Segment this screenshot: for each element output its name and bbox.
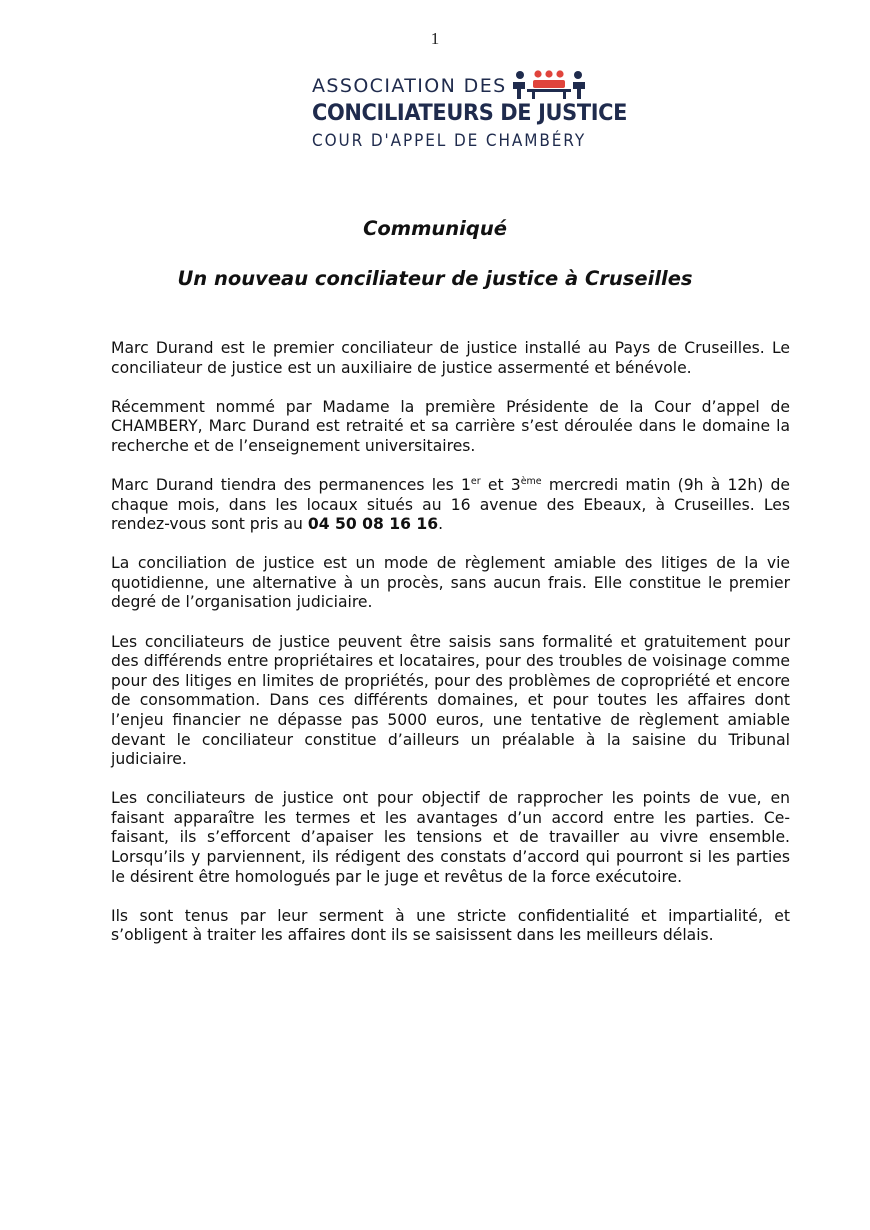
schedule-text-3: mercredi matin (9h à 12h) de chaque mois, dans les locaux situés au 16 avenue des Ebeaux, à Cruseilles. Les rendez-vous sont pris au — [111, 475, 790, 534]
phone-number: 04 50 08 16 16 — [307, 515, 439, 534]
press-release-body — [111, 339, 790, 965]
people-around-table-icon — [510, 70, 588, 100]
logo-line-conciliateurs: CONCILIATEURS DE JUSTICE — [312, 100, 628, 126]
heading-title: Un nouveau conciliateur de justice à Cruseilles — [177, 267, 693, 290]
logo-line-association: ASSOCIATION DES — [312, 75, 507, 97]
schedule-text-2: et 3 — [480, 475, 521, 494]
paragraph-definition: La conciliation de justice est un mode de règlement amiable des litiges de la vie quotidienne, une alternative à un procès, sans aucun frais. Elle constitue le premier degré de l’organisation judiciaire. — [111, 554, 790, 612]
ordinal-third: ème — [520, 475, 542, 487]
paragraph-confidentiality: Ils sont tenus par leur serment à une stricte confidentialité et impartialité, et s’obligent à traiter les affaires dont ils se saisissent dans les meilleurs délais. — [111, 906, 790, 945]
heading-communique: Communiqué — [363, 217, 507, 240]
association-logo — [312, 70, 628, 160]
schedule-text-1: Marc Durand tiendra des permanences les 1 — [111, 475, 471, 494]
paragraph-appointment: Récemment nommé par Madame la première Présidente de la Cour d’appel de CHAMBERY, Marc Durand est retraité et sa carrière s’est déroulée dans le domaine la recherche et de l’enseignement universitaires. — [111, 397, 790, 455]
schedule-text-4: . — [438, 515, 444, 534]
logo-line-cour-appel: COUR D'APPEL DE CHAMBÉRY — [312, 131, 587, 151]
page-number: 1 — [430, 29, 440, 48]
paragraph-schedule — [111, 476, 790, 535]
paragraph-scope: Les conciliateurs de justice peuvent être saisis sans formalité et gratuitement pour des différends entre propriétaires et locataires, pour des troubles de voisinage comme pour des litiges en limites de propriétés, pour des problèmes de copropriété et encore de consommation. Dans ces différents domaines, et pour toutes les affaires dont l’enjeu financier ne dépasse pas 5000 euros, une tentative de règlement amiable devant le conciliateur constitue d’ailleurs un préalable à la saisine du Tribunal judiciaire. — [111, 632, 790, 769]
paragraph-objective: Les conciliateurs de justice ont pour objectif de rapprocher les points de vue, en faisant apparaître les termes et les avantages d’un accord entre les parties. Ce-faisant, ils s’efforcent d’apaiser les tensions et de travailler au vivre ensemble. Lorsqu’ils y parviennent, ils rédigent des constats d’accord qui pourront si les parties le désirent être homologués par le juge et revêtus de la force exécutoire. — [111, 789, 790, 886]
paragraph-intro: Marc Durand est le premier conciliateur de justice installé au Pays de Cruseilles. Le conciliateur de justice est un auxiliaire de justice assermenté et bénévole. — [111, 339, 790, 377]
ordinal-first: er — [470, 475, 481, 487]
